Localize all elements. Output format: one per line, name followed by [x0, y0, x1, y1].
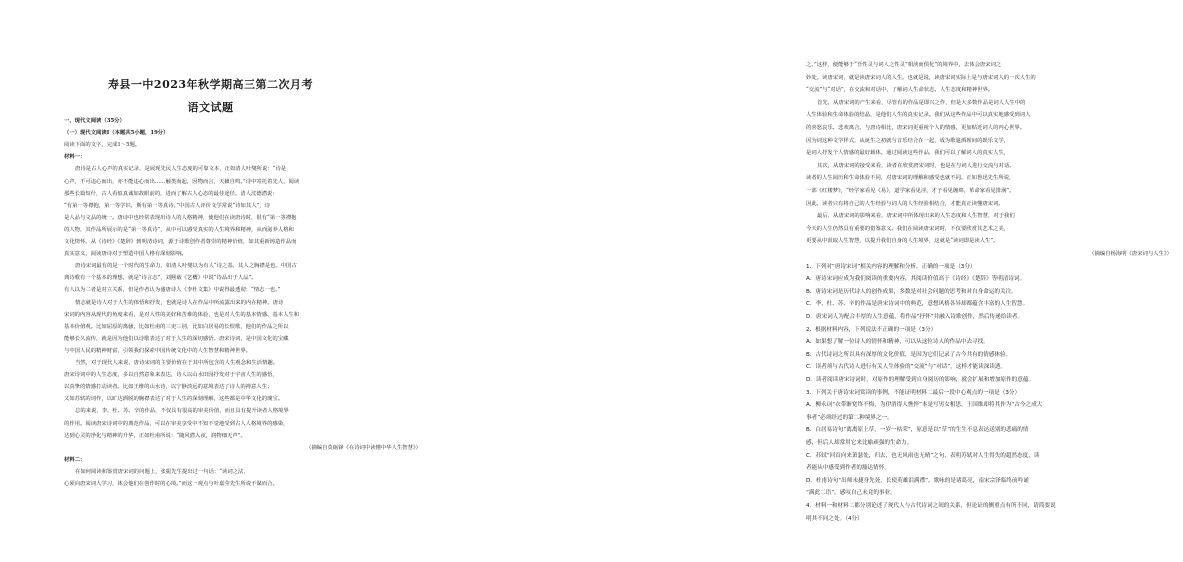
right-text-line: C．读者须与古代诗人进行有关人生体验的“交流”与“对话”，这样才能读深读透。 [806, 364, 1007, 371]
right-text-line: 1．下列对“唐诗宋词”相关内容的理解和分析，正确的一项是（3分） [806, 263, 976, 270]
right-text-line: D．唐宋词人为配合丰厚的人生意蕴，将作品“抒怀”并融入诗歌创作，然后传递给读者。 [806, 314, 1024, 320]
right-text-line: 是词人抒发个人情感的最好载体。通过阅读这些作品，我们可以了解词人的真实人生， [806, 150, 1010, 157]
left-text-line: 在如何阅读和鉴赏唐宋词的问题上，张振先生提出过一句话：“读词之法， [75, 468, 249, 475]
left-text-line: 材料一： [64, 154, 86, 161]
left-text-line: 材料二： [64, 456, 86, 463]
left-text-line: 唐宋诗词中的人生态度，多以自然意象来表达，诗人以山水田园抒发对于宇宙人生的感悟， [64, 372, 278, 379]
right-text-line: “交流”与“对话”，在交流和对话中，了解词人生命状态、人生态度和精神世界。 [806, 87, 994, 94]
left-text-line: 心声，不可违心而出，亦不能违心而出……触类而起，因物而言，天籁自鸣。”诗中寄托着先人，阅读 [64, 178, 300, 185]
right-text-line: 一部《红楼梦》，“经学家看见《易》，道学家看见淫，才子看见缠绵，革命家看见排满”。 [806, 188, 1015, 194]
exam-subtitle: 语文试题 [187, 101, 234, 114]
right-text-line: B．古代诗词之所以具有深厚的文化价值，是因为它们记录了古今共有的情感体验。 [806, 351, 1012, 358]
exam-title: 寿县一中2023年秋学期高三第二次月考 [107, 78, 314, 91]
right-text-line: （摘编自杨海明《唐宋词与人生》） [1089, 251, 1172, 257]
left-text-line: 的人物，其作品所展示的是“第一等真诗”，从中可以感受真实的人生境界和精神，从而滋养人格和 [64, 226, 294, 233]
right-text-line: 2．根据材料内容，下列说法不正确的一项是（3分） [806, 326, 937, 333]
left-text-line: 真实意义，阅读唐诗对于塑造中国人格有深刻影响。 [64, 251, 187, 258]
right-text-line: A．柳永词“衣带渐宽终不悔，为伊消得人憔悴”本是写男女相思，王国维却将其作为“古今之成大 [806, 402, 1043, 409]
left-text-line: 那些长篇短什，古人看似真诚如故眼前的，进而了解古人心态的最佳途径。清人沈德潜说： [64, 190, 278, 197]
left-text-line: 达到心灵的净化与精神的升华，正如杜甫所说：“随风潜入夜，润物细无声”。 [64, 432, 246, 439]
left-text-line: “有第一等襟抱，第一等学识，斯有第一等真诗。”中国古人评价文学常说“诗如其人”，诗 [64, 202, 270, 209]
left-text-line: 阅读下面的文字，完成1～5题。 [64, 142, 141, 149]
right-text-line: 之。”这样，便能够于“吾性灵与词人之性灵”相浃而俱化”的境界中，去体会唐宋词之 [806, 62, 1002, 68]
left-text-line: 唐诗是古人心声的真实记录，是展现先民人生态度的可靠文本，正如清人叶燮所说：“诗是 [75, 166, 287, 173]
right-text-line: 最后，从唐宋词的影响来看，唐宋词中所体现出来的人生态度和人生智慧，对于我们 [817, 213, 1015, 220]
left-text-line: 典诗歌有一个基本的理想，就是“诗言志”，刘熙载《艺概》中说“诗品出于人品”。 [64, 275, 257, 282]
left-text-line: 唐诗宋词最有的是一个时代的生命力，如清人叶燮以为有人“诗之基，其人之胸襟是也。中国古 [75, 263, 297, 270]
right-text-line: 明其不同之处。（4分） [806, 515, 863, 522]
right-text-line: C．苏轼“回首向来萧瑟处，归去，也无风雨也无晴”之句，表明苏轼对人生得失的超然态度，读 [806, 452, 1040, 459]
left-text-line: 能够长久流传，就是因为他们以诗歌表达了对于人生的深切感悟。唐宋诗词，是中国文化的宝藏 [64, 335, 289, 342]
right-text-line: C．李、杜、苏、辛的作品是唐宋诗词中的典范，意想风格各异却都蕴含丰富的人生智慧。 [806, 301, 1029, 308]
left-text-line: 心须向唐宋词人学习，体会他们在创作时的心境。”而这一观点与叶嘉莹先生所说不谋而合。 [64, 481, 278, 487]
right-text-line: 的喜怒哀乐、悲欢离合。与唐诗相比，唐宋词更重视个人的情感，更加贴近词人的内心世界。 [806, 125, 1026, 131]
right-text-line: 感，但后人却常用它来比喻顽强的生命力。 [806, 440, 913, 446]
left-text-line: 一、现代文阅读（35分） [64, 118, 125, 124]
right-text-line: 今天的人生仍然具有重要的借鉴意义。我们在阅读唐宋词时，不仅要欣赏其艺术之美， [806, 225, 1010, 232]
right-text-line: 3．下列关于唐诗宋词赏读的事例，不能证明材料二最后一段中心观点的一项是（3分） [806, 389, 1021, 396]
left-text-line: 以真挚的情感打动读者。比如王维的山水诗，以宁静淡远的意境表达了诗人的禅意人生； [64, 384, 273, 391]
right-text-line: A．唐诗宋词应成为我们阅读的重要内容，其阅读价值高于《诗经》《楚辞》等明清诗词。 [806, 276, 1026, 283]
left-text-line: 当然，对于现代人来说，唐诗宋词的主要价值在于其中所包含的人生观念和生活情趣。 [75, 360, 279, 366]
left-text-line: 宋词的内容从现代的角度来看，是对人性的美好和苦难的体验，也是对人生的基本情感、基本人生和 [64, 311, 300, 318]
right-text-line: 因此，读者只有将自己的人生经验与词人的人生经验相结合，才能真正读懂唐宋词。 [806, 200, 1004, 207]
left-text-line: 基本价值观。比如屈原的离骚，比如杜甫的三吏三别，比如白居易的长恨歌，他们的作品之所以 [64, 323, 289, 330]
left-text-line: 又如苏轼的词作，以旷达洒脱的胸襟表达了对于人生的深刻理解，这些都是中华文化的瑰宝。 [64, 396, 284, 403]
right-text-line: D．读者阅读唐宋诗词时，对原作的理解受到自身阅历的影响，就会扩展和增加原作的意蕴。 [806, 377, 1035, 383]
left-text-line: 情志就是诗人对于人生的体悟和抒发，也就是诗人在作品中所流露出来的内在精神。唐诗 [75, 299, 284, 306]
left-text-line: 的作用。阅读唐宋诗词中的典范作品，可以在审美享受中不知不觉地受到古人人格境界的感染， [64, 420, 289, 427]
right-text-line: 人生体验和生命体验的结晶，是他们人生的真实记录。我们从这些作品中可以真实地感受到词人 [806, 112, 1031, 119]
left-text-line: 文化情怀。从《诗经》《楚辞》到明清诗词，源于诗歌创作者尊崇的精神价值，如其重新铸造作品而 [64, 239, 297, 245]
right-text-line: 4．材料一和材料二都分别论述了现代人与古代诗词之间的关系，但论证的侧重点有所不同，请简要说 [806, 503, 1056, 509]
right-text-line: 妙处。读唐宋词，就是读唐宋词人的人生。也就是说，读唐宋词实际上是与唐宋词人的一次人生的 [806, 74, 1036, 81]
left-text-line: 与中国人民的精神财富，引领我们探索中国传统文化中的人生智慧和精神世界。 [64, 347, 252, 354]
right-text-line: 事者”必须经过的第二种境界之一。 [806, 414, 893, 421]
left-text-line: 总的来说，李、杜、苏、辛的作品，不仅具有很高的审美价值，而且具有提升读者人格境界 [75, 408, 289, 415]
right-text-line: B．唐诗宋词是历代诗人的创作成果，多数是对社会问题的思考和对自身命运的关注。 [806, 288, 1017, 295]
left-text-line: 是人品与文品的统一。唐诗中也经常表现出诗人的人格精神，使他们在读唐诗时，很有“第一等襟抱 [64, 214, 297, 221]
right-text-line: 首先，从唐宋词的产生来看，尽管有的作品是即兴之作，但是大多数作品是词人人生中的 [817, 99, 1026, 106]
left-text-line: 有人以为二者是对立关系，但是作者认为盛唐诗人《李杜文集》中说得最透彻：“情志一也。” [64, 287, 281, 294]
right-text-line: 更要从中汲取人生智慧，以提升我们自身的人生境界，这就是“读词即是读人生”。 [806, 238, 999, 245]
right-text-line: D．杜甫诗句“出师未捷身先死，长使英雄泪满襟”，歌咏的是诸葛亮，南宋宗泽临终前吟诵 [806, 477, 1029, 484]
left-text-line: （摘编自莫砺锋《在诗词中读懂中华人生智慧》） [306, 444, 421, 451]
right-text-line: B．白居易诗句“离离原上草，一岁一枯荣”，原意是以“草”的生生不息表达送别的悲痛的情 [806, 427, 1029, 434]
right-text-line: 因为词这种文学样式，从诞生之初就与音乐结合在一起，成为歌筵酒席间的娱乐文学， [806, 137, 1010, 144]
left-text-line: （一）现代文阅读Ⅰ（本题共5小题，19分） [64, 130, 169, 137]
right-text-line: “满此二语”，感叹自己未竟的事业。 [806, 490, 896, 497]
right-text-line: 其次，从唐宋词的接受来看，读者在欣赏唐宋词时，也是在与词人进行交流与对话。 [817, 162, 1015, 169]
right-text-line: 读者的人生阅历和生命体验不同，对唐宋词的理解和感受也就不同。正如鲁迅先生所说， [806, 175, 1015, 182]
right-text-line: 者能从中感受到作者的豁达情怀。 [806, 465, 890, 472]
right-text-line: A．如果想了解一位诗人的情怀和精神，可以从这位诗人的作品中去寻找。 [806, 339, 989, 346]
